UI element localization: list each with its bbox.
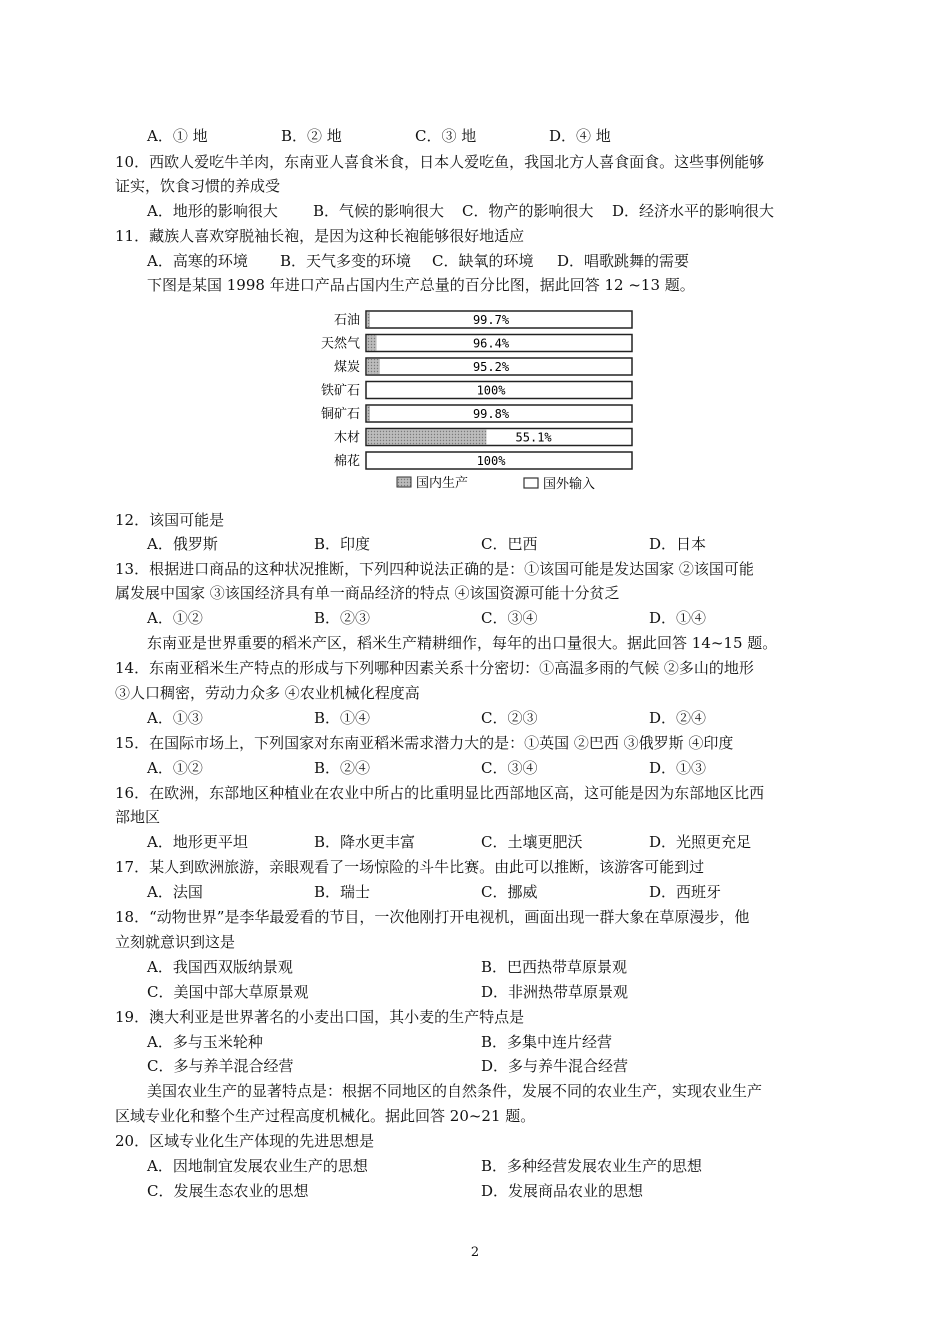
q14-option-c: C．②③ xyxy=(481,709,538,727)
q20-option-c: C．发展生态农业的思想 xyxy=(147,1182,309,1200)
q18-option-a: A．我国西双版纳景观 xyxy=(147,958,293,976)
q12-option-c: C．巴西 xyxy=(481,535,538,553)
q17-stem: 17．某人到欧洲旅游，亲眼观看了一场惊险的斗牛比赛。由此可以推断，该游客可能到过 xyxy=(115,858,705,876)
category-label: 铁矿石 xyxy=(320,383,360,399)
intro-12-13: 下图是某国 1998 年进口产品占国内生产总量的百分比图，据此回答 12 ~13 题。 xyxy=(147,276,695,294)
q20-stem: 20．区域专业化生产体现的先进思想是 xyxy=(115,1132,375,1150)
domestic-bar xyxy=(367,359,380,374)
q9-option-b: B．② 地 xyxy=(281,127,342,145)
q10-option-c: C．物产的影响很大 xyxy=(462,202,594,220)
q15-option-a: A．①② xyxy=(147,759,203,777)
q15-option-d: D．①③ xyxy=(649,759,707,777)
value-label: 100% xyxy=(476,383,506,398)
value-label: 99.8% xyxy=(472,407,510,421)
q13-option-a: A．①② xyxy=(147,609,203,627)
q15-option-b: B．②④ xyxy=(314,759,371,777)
q17-option-b: B．瑞士 xyxy=(314,883,371,901)
q9-option-a: A．① 地 xyxy=(147,127,208,145)
q12-stem: 12．该国可能是 xyxy=(115,511,225,529)
q20-option-b: B．多种经营发展农业生产的思想 xyxy=(481,1157,703,1175)
legend-swatch-domestic xyxy=(397,477,411,487)
q16-option-d: D．光照更充足 xyxy=(649,833,752,851)
domestic-bar xyxy=(367,336,377,351)
category-label: 煤炭 xyxy=(333,360,360,375)
q11-option-d: D．唱歌跳舞的需要 xyxy=(557,252,690,270)
value-label: 96.4% xyxy=(472,336,510,351)
q13-option-c: C．③④ xyxy=(481,609,538,627)
intro-14-15: 东南亚是世界重要的稻米产区，稻米生产精耕细作，每年的出口量很大。据此回答 14~15 题。 xyxy=(147,634,778,652)
q16-stem-line1: 16．在欧洲，东部地区种植业在农业中所占的比重明显比西部地区高，这可能是因为东部地区比西 xyxy=(115,784,765,802)
category-label: 天然气 xyxy=(320,336,360,352)
q19-option-d: D．多与养牛混合经营 xyxy=(481,1057,629,1075)
q19-option-c: C．多与养羊混合经营 xyxy=(147,1057,294,1075)
q15-stem: 15．在国际市场上，下列国家对东南亚稻米需求潜力大的是：①英国 ②巴西 ③俄罗斯 ④印度 xyxy=(115,734,734,752)
q12-option-a: A．俄罗斯 xyxy=(147,535,218,553)
q12-option-d: D．日本 xyxy=(649,535,707,553)
q19-option-b: B．多集中连片经营 xyxy=(481,1033,613,1051)
q20-option-a: A．因地制宜发展农业生产的思想 xyxy=(147,1157,368,1175)
q10-stem-line2: 证实，饮食习惯的养成受 xyxy=(115,177,281,195)
legend-label-imported: 国外输入 xyxy=(543,477,596,492)
q16-stem-line2: 部地区 xyxy=(115,808,161,826)
q18-option-b: B．巴西热带草原景观 xyxy=(481,958,628,976)
q19-option-a: A．多与玉米轮种 xyxy=(147,1033,263,1051)
q17-option-d: D．西班牙 xyxy=(649,883,722,901)
q9-option-c: C．③ 地 xyxy=(415,127,477,145)
domestic-bar xyxy=(367,406,370,421)
q10-stem-line1: 10．西欧人爱吃牛羊肉，东南亚人喜食米食，日本人爱吃鱼，我国北方人喜食面食。这些事例能够 xyxy=(115,153,765,171)
q19-stem: 19．澳大利亚是世界著名的小麦出口国，其小麦的生产特点是 xyxy=(115,1008,525,1026)
domestic-bar xyxy=(367,430,486,445)
q13-option-d: D．①④ xyxy=(649,609,707,627)
page-number: 2 xyxy=(470,1245,480,1260)
q18-stem-line1: 18．“动物世界”是李华最爱看的节目，一次他刚打开电视机，画面出现一群大象在草原漫步，他 xyxy=(115,908,750,926)
value-label: 99.7% xyxy=(472,313,510,327)
q14-option-b: B．①④ xyxy=(314,709,371,727)
domestic-bar xyxy=(367,312,370,327)
intro-20-21-line1: 美国农业生产的显著特点是：根据不同地区的自然条件，发展不同的农业生产，实现农业生产 xyxy=(147,1082,763,1100)
legend-swatch-imported xyxy=(524,478,538,488)
q14-stem-line1: 14．东南亚稻米生产特点的形成与下列哪种因素关系十分密切：①高温多雨的气候 ②多山的地形 xyxy=(115,659,754,677)
category-label: 铜矿石 xyxy=(320,407,360,422)
q18-stem-line2: 立刻就意识到这是 xyxy=(115,933,236,951)
value-label: 100% xyxy=(476,454,506,468)
q11-option-b: B．天气多变的环境 xyxy=(280,252,412,270)
q11-stem: 11．藏族人喜欢穿脱袖长袍，是因为这种长袍能够很好地适应 xyxy=(115,227,525,245)
q13-stem-line2: 属发展中国家 ③该国经济具有单一商品经济的特点 ④该国资源可能十分贫乏 xyxy=(115,584,620,602)
q11-option-a: A．高寒的环境 xyxy=(147,252,248,270)
value-label: 95.2% xyxy=(472,360,510,374)
category-label: 木材 xyxy=(333,430,360,446)
q13-stem-line1: 13．根据进口商品的这种状况推断，下列四种说法正确的是：①该国可能是发达国家 ②该国可能 xyxy=(115,560,754,578)
q11-option-c: C．缺氧的环境 xyxy=(432,252,534,270)
category-label: 棉花 xyxy=(333,454,360,469)
value-label: 55.1% xyxy=(515,430,552,445)
import-percentage-chart xyxy=(310,304,640,500)
q17-option-c: C．挪威 xyxy=(481,883,538,901)
q17-option-a: A．法国 xyxy=(147,883,203,901)
q16-option-c: C．土壤更肥沃 xyxy=(481,833,583,851)
q20-option-d: D．发展商品农业的思想 xyxy=(481,1182,644,1200)
q9-option-d: D．④ 地 xyxy=(549,127,611,145)
q14-option-d: D．②④ xyxy=(649,709,707,727)
q10-option-a: A．地形的影响很大 xyxy=(147,202,278,220)
legend-label-domestic: 国内生产 xyxy=(416,476,469,491)
q18-option-c: C．美国中部大草原景观 xyxy=(147,983,309,1001)
q15-option-c: C．③④ xyxy=(481,759,538,777)
intro-20-21-line2: 区域专业化和整个生产过程高度机械化。据此回答 20~21 题。 xyxy=(115,1107,536,1125)
q10-option-b: B．气候的影响很大 xyxy=(313,202,445,220)
q18-option-d: D．非洲热带草原景观 xyxy=(481,983,629,1001)
q14-stem-line2: ③人口稠密，劳动力众多 ④农业机械化程度高 xyxy=(115,684,420,702)
category-label: 石油 xyxy=(333,313,360,328)
q16-option-a: A．地形更平坦 xyxy=(147,833,248,851)
q16-option-b: B．降水更丰富 xyxy=(314,833,416,851)
q13-option-b: B．②③ xyxy=(314,609,371,627)
q14-option-a: A．①③ xyxy=(147,709,203,727)
q10-option-d: D．经济水平的影响很大 xyxy=(612,202,775,220)
q12-option-b: B．印度 xyxy=(314,535,371,553)
